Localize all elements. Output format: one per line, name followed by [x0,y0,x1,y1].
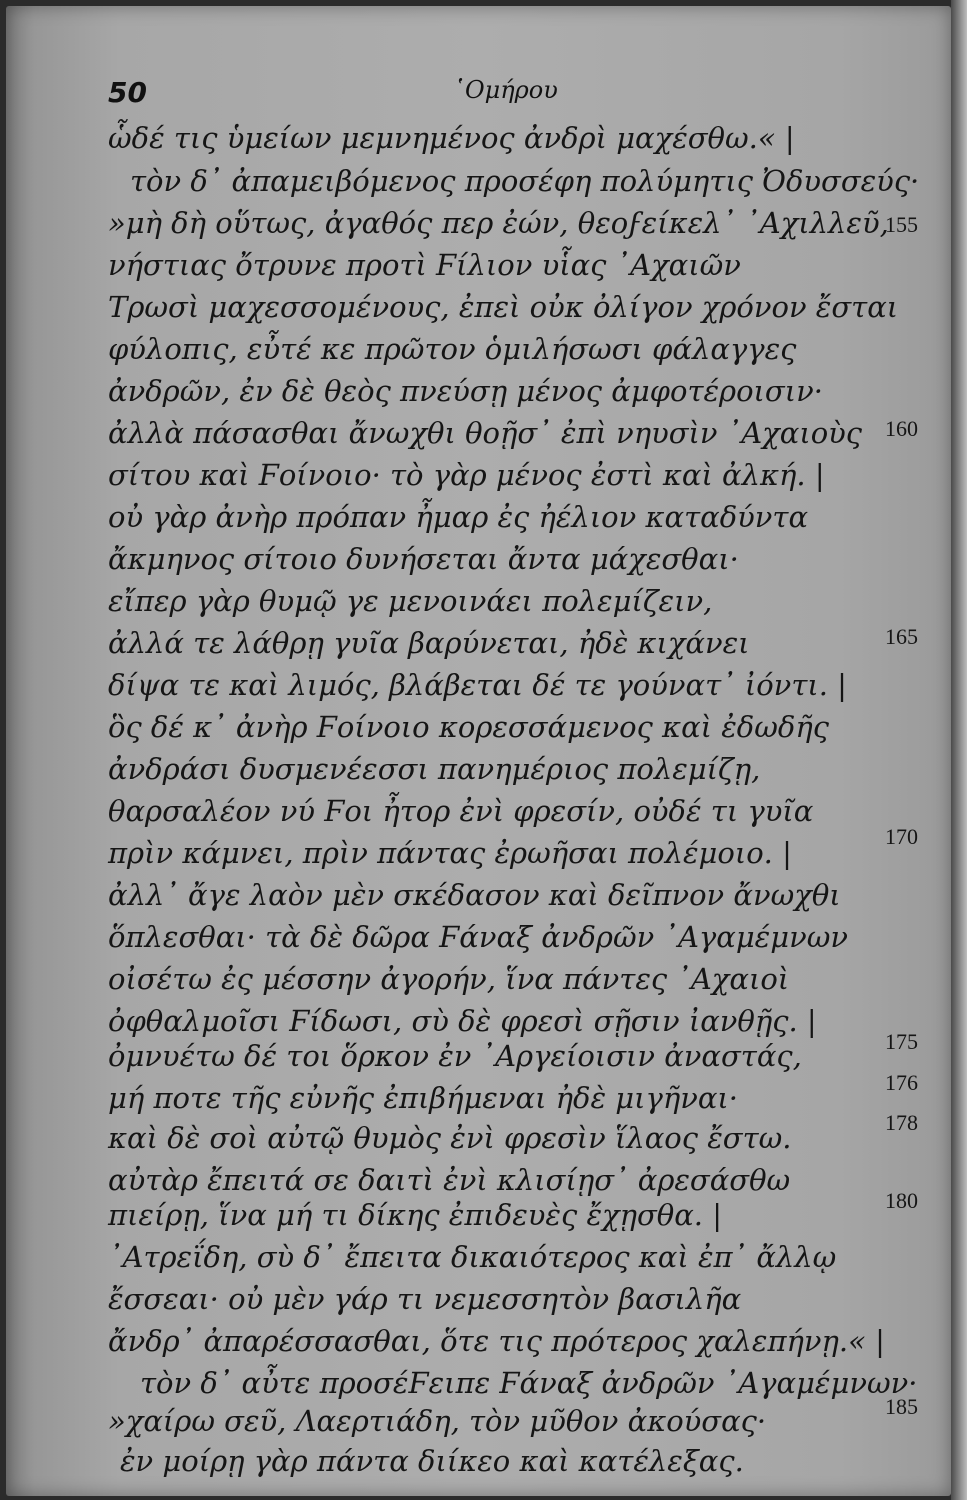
verse-line: μή ποτε τῆς εὐνῆς ἐπιβήμεναι ἠδὲ μιγῆναι· [108,1081,738,1115]
verse-line: τὸν δ᾿ αὖτε προσέϜειπε Ϝάναξ ἀνδρῶν ᾿Αγαμέμνων· [140,1366,918,1400]
verse-line: αὐτὰρ ἔπειτά σε δαιτὶ ἐνὶ κλισίῃσ᾿ ἀρεσάσθω [108,1163,791,1197]
line-number: 178 [885,1110,918,1135]
verse-line: ἔσσεαι· οὐ μὲν γάρ τι νεμεσσητὸν βασιλῆα [108,1282,742,1316]
verse-line: δίψα τε καὶ λιμός, βλάβεται δέ τε γούνατ᾿ ἰόντι. | [108,668,847,702]
page-number: 50 [108,76,147,109]
verse-line: ᾿Ατρεΐδη, σὺ δ᾿ ἔπειτα δικαιότερος καὶ ἐπ᾿ ἄλλῳ [108,1240,837,1274]
verse-line: τὸν δ᾿ ἀπαμειβόμενος προσέφη πολύμητις Ὀδυσσεύς· [130,164,920,198]
verse-line: ὃς δέ κ᾿ ἀνὴρ Ϝοίνοιο κορεσσάμενος καὶ ἐδωδῆς [108,710,829,744]
verse-line: ἀλλὰ πάσασθαι ἄνωχθι θοῇσ᾿ ἐπὶ νηυσὶν ᾿Αχαιοὺς [108,416,863,450]
verse-line: σίτου καὶ Ϝοίνοιο· τὸ γὰρ μένος ἐστὶ καὶ ἀλκή. | [108,458,825,492]
verse-line: ὀφθαλμοῖσι Ϝίδωσι, σὺ δὲ φρεσὶ σῇσιν ἰανθῇς. | [108,1004,817,1038]
line-number: 180 [885,1188,918,1213]
verse-line: ἀνδρῶν, ἐν δὲ θεὸς πνεύσῃ μένος ἀμφοτέροισιν· [108,374,823,408]
verse-line: εἴπερ γὰρ θυμῷ γε μενοινάει πολεμίζειν, [108,584,713,618]
verse-line: ὀμνυέτω δέ τοι ὅρκον ἐν ᾿Αργείοισιν ἀναστάς, [108,1039,802,1073]
verse-line: ὧδέ τις ὑμείων μεμνημένος ἀνδρὶ μαχέσθω.« | [108,121,795,155]
line-number: 165 [885,624,918,649]
verse-line: »μὴ δὴ οὕτως, ἀγαθός περ ἐών, θεοϝείκελ᾿ ᾿Αχιλλεῦ, [108,206,889,240]
line-number: 176 [885,1070,918,1095]
line-number: 160 [885,416,918,441]
verse-line: ἀνδράσι δυσμενέεσσι πανημέριος πολεμίζῃ, [108,752,761,786]
verse-line: ἄνδρ᾿ ἀπαρέσσασθαι, ὅτε τις πρότερος χαλεπήνῃ.« | [108,1324,885,1358]
verse-line: ἀλλά τε λάθρῃ γυῖα βαρύνεται, ἠδὲ κιχάνει [108,626,750,660]
verse-line: ὅπλεσθαι· τὰ δὲ δῶρα Ϝάναξ ἀνδρῶν ᾿Αγαμέμνων [108,920,848,954]
verse-line: οὐ γὰρ ἀνὴρ πρόπαν ἦμαρ ἐς ἠέλιον καταδύντα [108,500,809,534]
verse-line: νήστιας ὄτρυνε προτὶ Ϝίλιον υἷας ᾿Αχαιῶν [108,248,741,282]
line-number: 185 [885,1394,918,1419]
verse-line: Τρωσὶ μαχεσσομένους, ἐπεὶ οὐκ ὀλίγον χρόνον ἔσται [108,290,899,324]
verse-line: »χαίρω σεῦ, Λαερτιάδη, τὸν μῦθον ἀκούσας· [108,1404,767,1438]
line-number: 170 [885,824,918,849]
verse-line: ἀλλ᾿ ἄγε λαὸν μὲν σκέδασον καὶ δεῖπνον ἄνωχθι [108,878,841,912]
verse-line: ἄκμηνος σίτοιο δυνήσεται ἄντα μάχεσθαι· [108,542,739,576]
verse-line: πρὶν κάμνει, πρὶν πάντας ἐρωῆσαι πολέμοιο. | [108,836,792,870]
line-number: 175 [885,1029,918,1054]
verse-line: φύλοπις, εὖτέ κε πρῶτον ὁμιλήσωσι φάλαγγες [108,332,797,366]
line-number: 155 [885,212,918,237]
verse-line: θαρσαλέον νύ Ϝοι ἦτορ ἐνὶ φρεσίν, οὐδέ τι γυῖα [108,794,814,828]
verse-line: πιείρῃ, ἵνα μή τι δίκης ἐπιδευὲς ἔχῃσθα. | [108,1198,722,1232]
verse-line: οἰσέτω ἐς μέσσην ἀγορήν, ἵνα πάντες ᾿Αχαιοὶ [108,962,790,996]
running-head: ῾Ομήρου [453,76,558,104]
verse-line: ἐν μοίρῃ γὰρ πάντα διίκεο καὶ κατέλεξας. [120,1444,744,1478]
verse-line: καὶ δὲ σοὶ αὐτῷ θυμὸς ἐνὶ φρεσὶν ἵλαος ἔστω. [108,1121,792,1155]
